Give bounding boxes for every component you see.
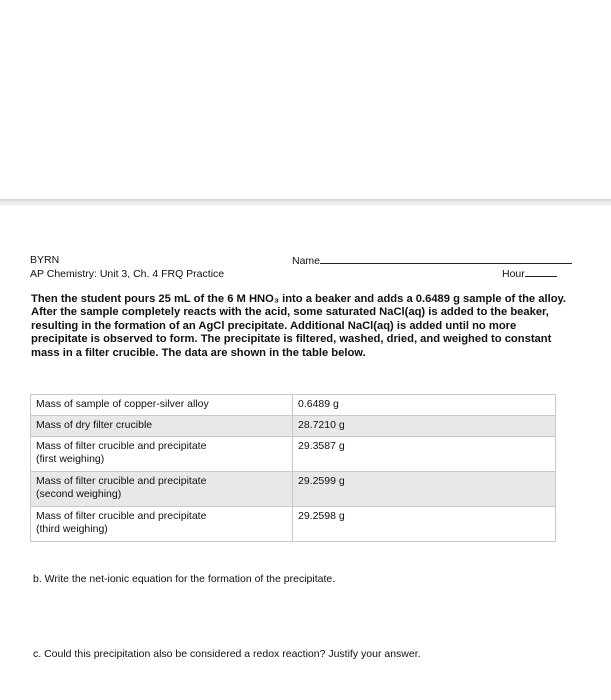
- row-label: Mass of filter crucible and precipitate (second weighing): [31, 472, 293, 507]
- hour-label: Hour: [502, 268, 525, 280]
- page-divider: [0, 199, 611, 206]
- hour-field: [502, 266, 557, 281]
- table-row: [31, 472, 556, 507]
- document-header: [30, 253, 224, 281]
- row-value: 29.2599 g: [293, 472, 556, 507]
- row-value: 29.3587 g: [293, 437, 556, 472]
- table-row: [31, 416, 556, 437]
- row-value: 28.7210 g: [293, 416, 556, 437]
- intro-paragraph: Then the student pours 25 mL of the 6 M HNO₃ into a beaker and adds a 0.6489 g sample of the alloy. After the sample completely reacts with the acid, some saturated NaCl(aq) is added to the beaker, resulting in the formation of an AgCl precipitate. Additional NaCl(aq) is added until no more precipitate is observed to form. The precipitate is filtered, washed, dried, and weighed to constant mass in a filter crucible. The data are shown in the table below.: [31, 293, 567, 359]
- table-row: [31, 507, 556, 542]
- row-value: 0.6489 g: [293, 395, 556, 416]
- course-title: AP Chemistry: Unit 3, Ch. 4 FRQ Practice: [30, 268, 225, 280]
- hour-blank: [525, 266, 557, 277]
- name-label: Name: [292, 255, 321, 267]
- table-row: [31, 437, 556, 472]
- row-label: Mass of filter crucible and precipitate (third weighing): [31, 507, 293, 542]
- row-value: 29.2598 g: [293, 507, 556, 542]
- row-label: Mass of sample of copper-silver alloy: [31, 395, 293, 416]
- question-c: c. Could this precipitation also be considered a redox reaction? Justify your answer.: [33, 648, 421, 660]
- class-code: BYRN: [30, 254, 60, 266]
- name-blank: [320, 253, 572, 264]
- table-row: [31, 395, 556, 416]
- row-label: Mass of dry filter crucible: [31, 416, 293, 437]
- row-label: Mass of filter crucible and precipitate (first weighing): [31, 437, 293, 472]
- question-b: b. Write the net-ionic equation for the formation of the precipitate.: [33, 573, 336, 585]
- data-table: [30, 394, 556, 542]
